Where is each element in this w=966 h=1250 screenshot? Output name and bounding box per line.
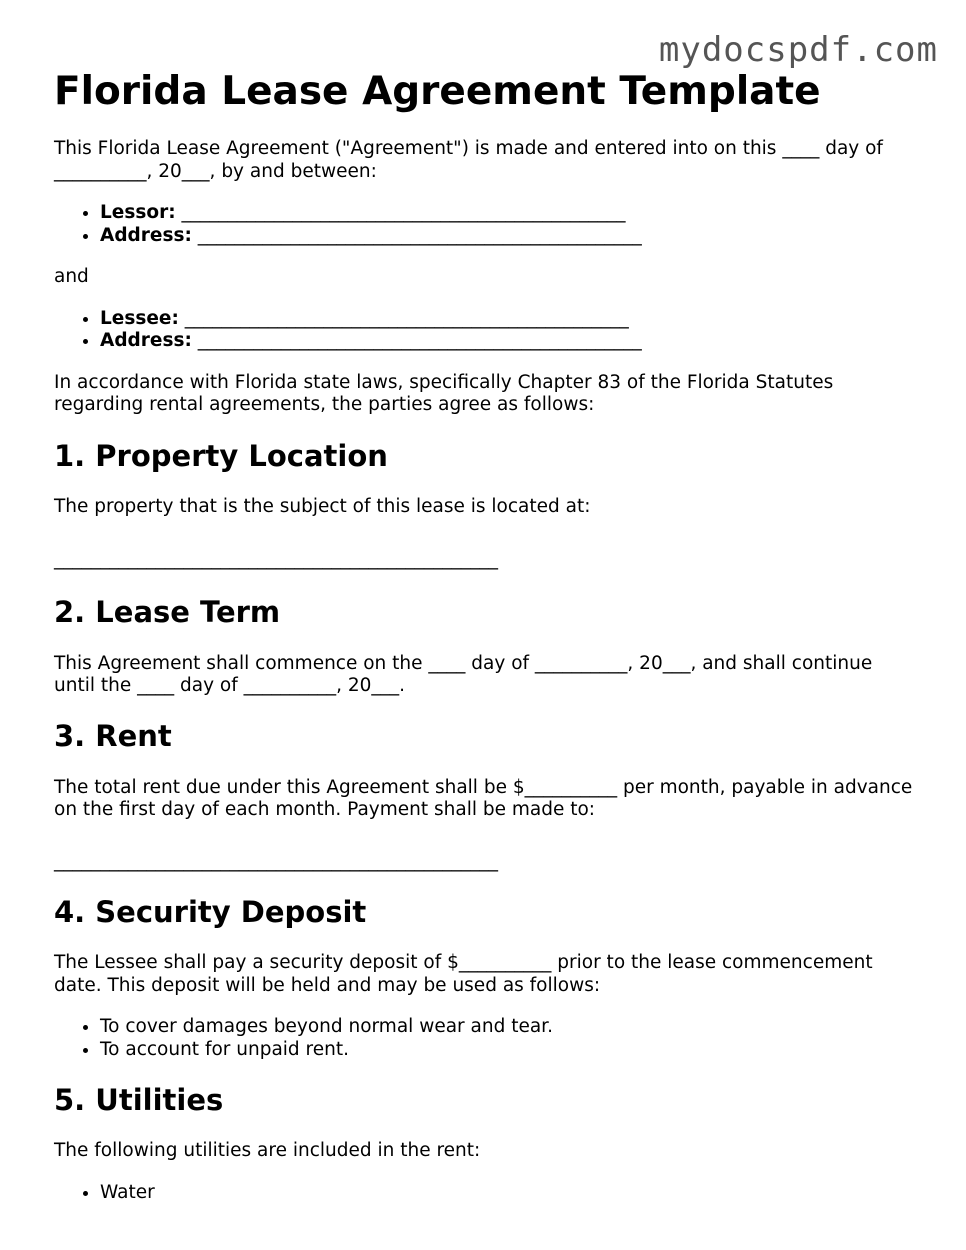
lessor-list	[54, 202, 914, 247]
lessor-name-label: Lessor:	[100, 202, 176, 223]
lessee-address-blank: ________________________________________________	[191, 330, 642, 351]
lessee-name-label: Lessee:	[100, 307, 179, 329]
rent-payee-blank: ________________________________________________	[54, 850, 498, 872]
deposit-uses-list	[54, 1016, 914, 1061]
document-title: Florida Lease Agreement Template	[54, 69, 821, 114]
utilities-text: The following utilities are included in the rent:	[54, 1140, 481, 1161]
accordance-paragraph: In accordance with Florida state laws, specifically Chapter 83 of the Florida Statutes regarding rental agreements, the parties agree as follows:	[54, 371, 834, 415]
utilities-list	[54, 1182, 914, 1205]
lessor-name-blank: ________________________________________________	[175, 202, 626, 223]
list-item: • Water	[100, 1182, 914, 1205]
document-page	[54, 66, 914, 1204]
property-address-blank: ________________________________________________	[54, 549, 498, 570]
rent-text: The total rent due under this Agreement shall be $__________ per month, payable in advance on the first day of each month. Payment shall be made to:	[54, 776, 913, 820]
list-item: • To account for unpaid rent.	[100, 1039, 914, 1062]
lessor-name-item	[100, 202, 914, 225]
intro-paragraph: This Florida Lease Agreement ("Agreement") is made and entered into on this ____ day of __________, 20___, by and between:	[54, 138, 883, 182]
section-heading-deposit: 4. Security Deposit	[54, 895, 367, 929]
lessee-name-blank: ________________________________________________	[178, 307, 629, 329]
section-heading-property: 1. Property Location	[54, 438, 388, 473]
lessee-address-item	[100, 330, 914, 353]
section-heading-term: 2. Lease Term	[54, 594, 281, 629]
deposit-text: The Lessee shall pay a security deposit of $__________ prior to the lease commencement date. This deposit will be held and may be used as follows:	[54, 952, 873, 996]
list-item: • To cover damages beyond normal wear and tear.	[100, 1016, 914, 1039]
lessor-address-item	[100, 225, 914, 248]
watermark: mydocspdf.com	[658, 30, 938, 70]
and-text: and	[54, 266, 89, 287]
term-text: This Agreement shall commence on the ____ day of __________, 20___, and shall continue until the ____ day of __________, 20___.	[54, 652, 873, 696]
lessor-address-blank: ________________________________________________	[191, 224, 642, 246]
section-heading-utilities: 5. Utilities	[54, 1083, 224, 1117]
lessee-list	[54, 308, 914, 353]
lessee-address-label: Address:	[100, 330, 192, 351]
lessor-address-label: Address:	[100, 224, 192, 246]
property-text: The property that is the subject of this lease is located at:	[54, 495, 591, 517]
section-heading-rent: 3. Rent	[54, 718, 172, 753]
lessee-name-item	[100, 308, 914, 331]
